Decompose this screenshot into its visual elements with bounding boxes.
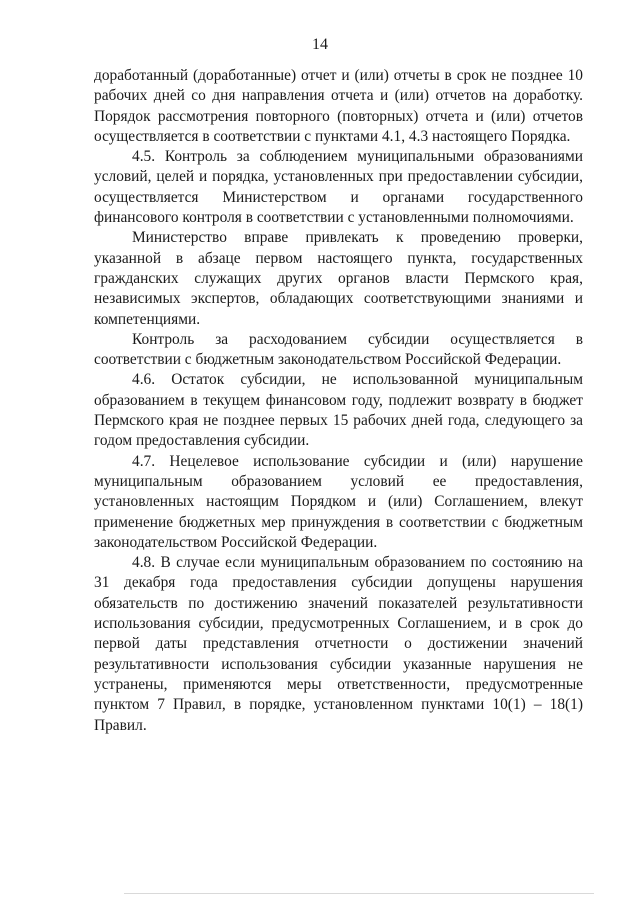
paragraph-4-7: 4.7. Нецелевое использование субсидии и (или) нарушение муниципальным образованием условий ее предоставления, установленных настоящим Порядком и (или) Соглашением, влекут применение бюджетных мер принуждения в соответствии с бюджетным законодательством Российской Федерации.	[94, 452, 583, 551]
paragraph-ministry-inspection: Министерство вправе привлекать к проведению проверки, указанной в абзаце первом настоящего пункта, государственных гражданских служащих других органов власти Пермского края, независимых экспертов, обладающих соответствующими знаниями и компетенциями.	[94, 229, 583, 328]
paragraph-continuation: доработанный (доработанные) отчет и (или) отчеты в срок не позднее 10 рабочих дней со дня направления отчета и (или) отчетов на доработку. Порядок рассмотрения повторного (повторных) отчета и (или) отчетов осуществляется в соответствии с пунктами 4.1, 4.3 настоящего Порядка.	[94, 67, 583, 145]
scan-edge-line	[124, 893, 594, 894]
paragraph-4-5: 4.5. Контроль за соблюдением муниципальными образованиями условий, целей и порядка, установленных при предоставлении субсидии, осуществляется Министерством и органами государственного финансового контроля в соответствии с установленными полномочиями.	[94, 148, 583, 227]
paragraph-4-6: 4.6. Остаток субсидии, не использованной муниципальным образованием в текущем финансовом году, подлежит возврату в бюджет Пермского края не позднее первых 15 рабочих дней года, следующего за годом предоставления субсидии.	[94, 371, 583, 450]
paragraph-spending-control: Контроль за расходованием субсидии осуществляется в соответствии с бюджетным законодательством Российской Федерации.	[94, 330, 583, 369]
document-body	[94, 66, 583, 736]
page-number: 14	[312, 36, 328, 53]
paragraph-4-8: 4.8. В случае если муниципальным образованием по состоянию на 31 декабря года предоставления субсидии допущены нарушения обязательств по достижению значений показателей результативности использования субсидии, предусмотренных Соглашением, и в срок до первой даты представления отчетности о достижении значений результативности использования субсидии указанные нарушения не устранены, применяются меры ответственности, предусмотренные пунктом 7 Правил, в порядке, установленном пунктами 10(1) – 18(1) Правил.	[94, 554, 583, 734]
